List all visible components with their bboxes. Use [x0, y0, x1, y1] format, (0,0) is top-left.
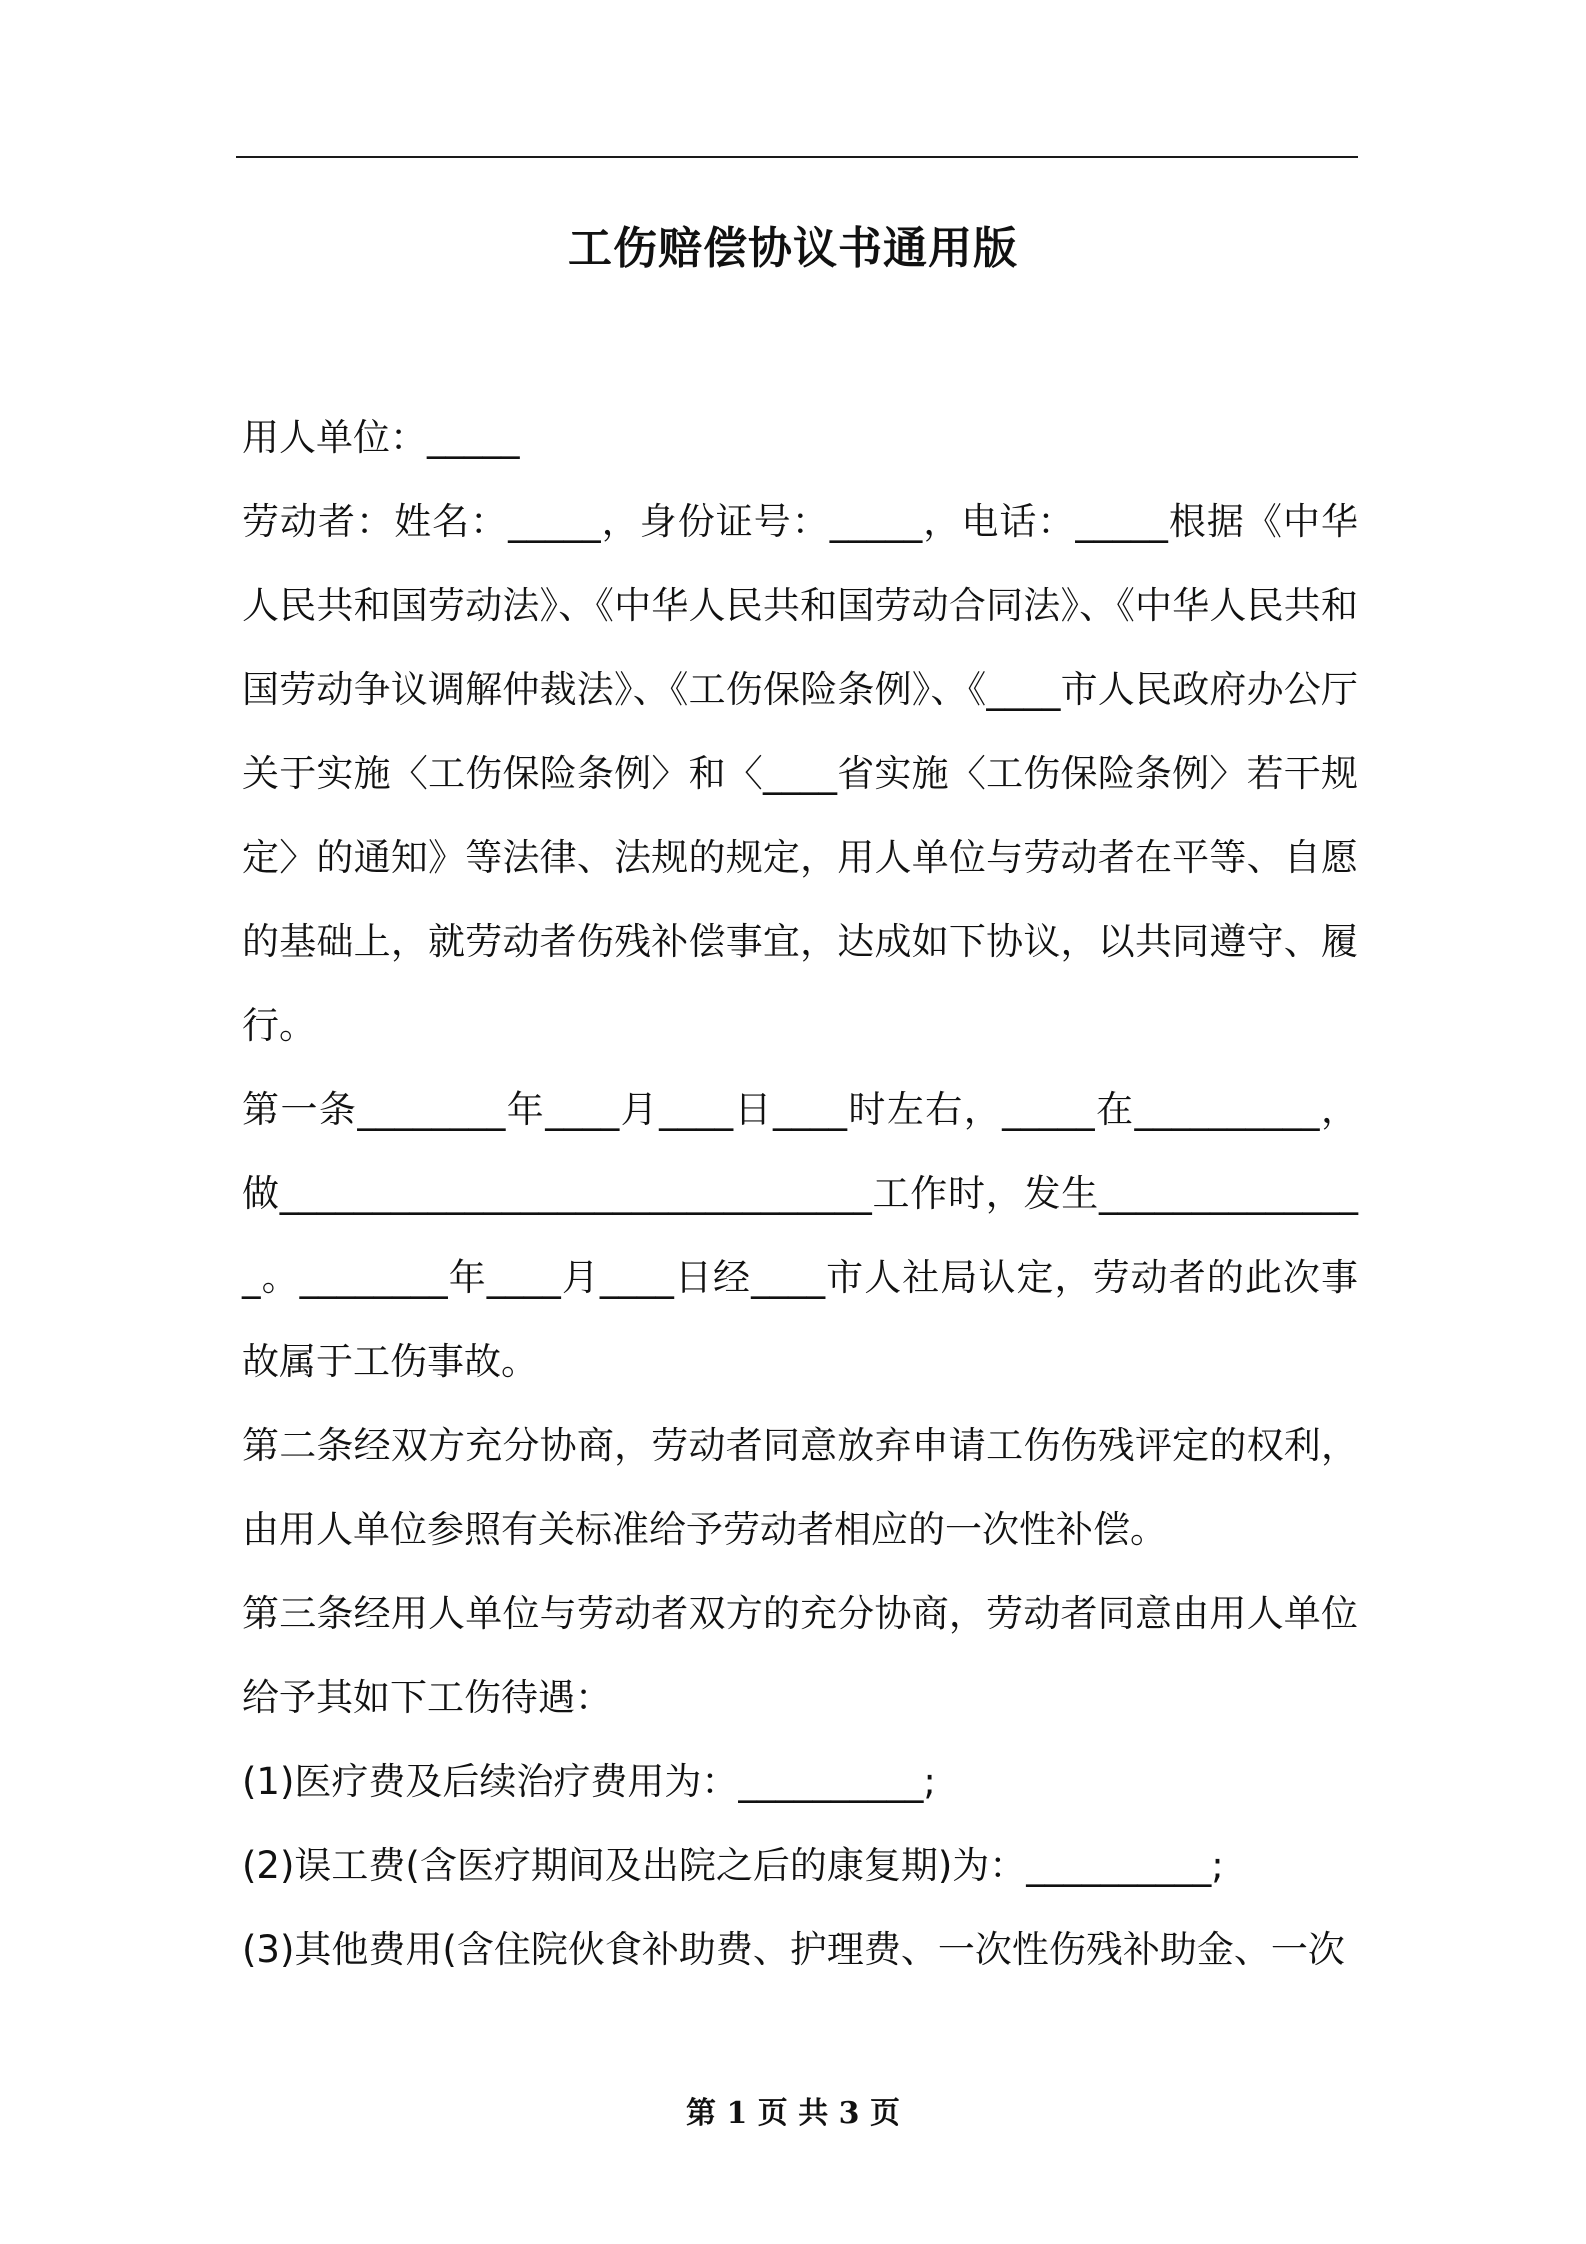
paragraph-article-1: 第一条________年____月____日____时左右，_____在__________，做________________________________工作时，发生_______________。________年____月____日经____市人社局认定，劳动者的此次事故属于工伤事故。: [242, 1088, 1358, 1383]
paragraph-employer: 用人单位：_____: [242, 416, 520, 459]
header-rule: [236, 156, 1358, 158]
paragraph-item-1: (1)医疗费及后续治疗费用为：__________;: [242, 1760, 936, 1803]
document-title: 工伤赔偿协议书通用版: [568, 223, 1018, 274]
paragraph-worker-and-basis: 劳动者：姓名：_____，身份证号：_____，电话：_____根据《中华人民共和国劳动法》、《中华人民共和国劳动合同法》、《中华人民共和国劳动争议调解仲裁法》、《工伤保险条例》、《____市人民政府办公厅关于实施〈工伤保险条例〉和〈____省实施〈工伤保险条例〉若干规定〉的通知》等法律、法规的规定，用人单位与劳动者在平等、自愿的基础上，就劳动者伤残补偿事宜，达成如下协议，以共同遵守、履行。: [242, 500, 1358, 1047]
document-body: [242, 396, 1358, 1992]
paragraph-article-3: 第三条经用人单位与劳动者双方的充分协商，劳动者同意由用人单位给予其如下工伤待遇：: [242, 1592, 1358, 1719]
paragraph-article-2: 第二条经双方充分协商，劳动者同意放弃申请工伤伤残评定的权利，由用人单位参照有关标准给予劳动者相应的一次性补偿。: [242, 1424, 1358, 1551]
page-footer: 第 1 页 共 3 页: [686, 2096, 900, 2131]
paragraph-item-2: (2)误工费(含医疗期间及出院之后的康复期)为：__________;: [242, 1844, 1224, 1887]
paragraph-item-3: (3)其他费用(含住院伙食补助费、护理费、一次性伤残补助金、一次: [242, 1928, 1345, 1971]
